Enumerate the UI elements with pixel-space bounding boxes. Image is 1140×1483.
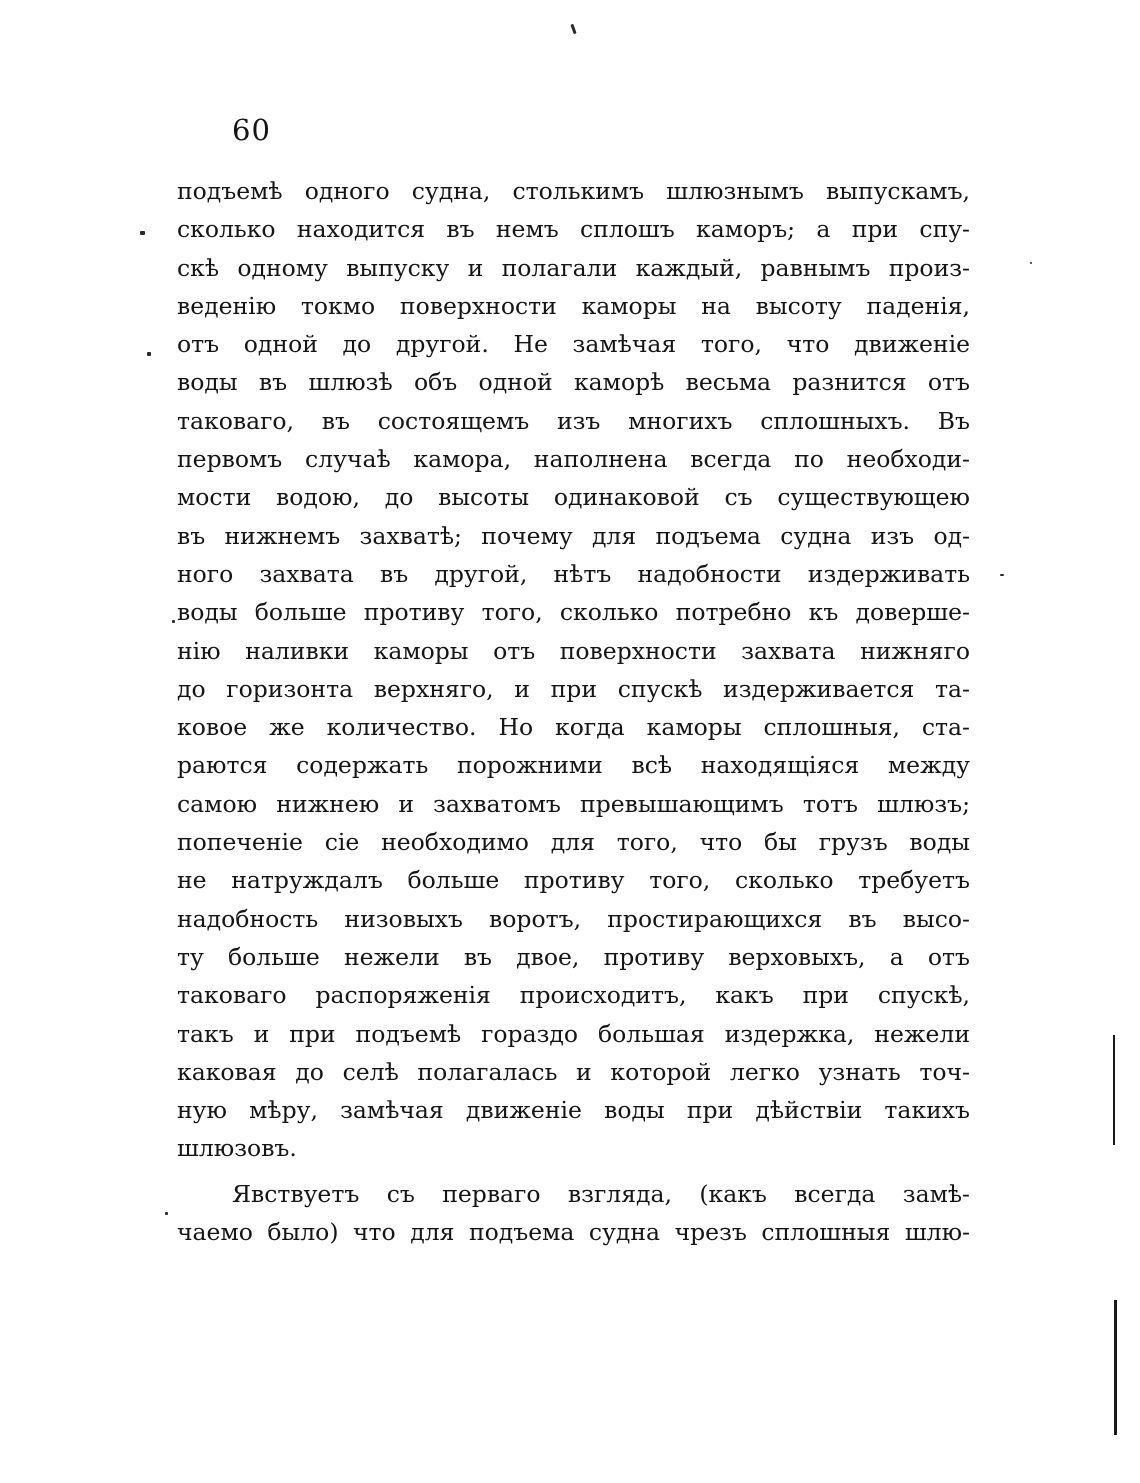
text-line: воды въ шлюзѣ объ одной каморѣ весьма разнится отъ bbox=[177, 368, 970, 397]
text-line: такъ и при подъемѣ гораздо большая издержка, нежели bbox=[177, 1019, 970, 1048]
text-line: отъ одной до другой. Не замѣчая того, что движеніе bbox=[177, 330, 970, 359]
text-line: не натруждалъ больше противу того, сколько требуетъ bbox=[177, 866, 970, 895]
text-line: веденію токмо поверхности каморы на высоту паденія, bbox=[177, 291, 970, 320]
text-line: таковаго распоряженія происходитъ, какъ при спускѣ, bbox=[177, 981, 970, 1010]
text-line: попеченіе сіе необходимо для того, что бы грузъ воды bbox=[177, 828, 970, 857]
page-number: 60 bbox=[232, 113, 271, 147]
text-line: первомъ случаѣ камора, наполнена всегда по необходи- bbox=[177, 445, 970, 474]
text-line: Явствуетъ съ перваго взгляда, (какъ всегда замѣ- bbox=[232, 1179, 970, 1208]
text-line: каковая до селѣ полагалась и которой легко узнать точ- bbox=[177, 1057, 970, 1086]
scan-speck bbox=[570, 24, 576, 34]
paragraph-2 bbox=[177, 1175, 970, 1252]
scan-speck bbox=[147, 352, 151, 356]
text-line: подъемѣ одного судна, столькимъ шлюзнымъ выпускамъ, bbox=[177, 177, 970, 205]
text-line: ного захвата въ другой, нѣтъ надобности издерживать bbox=[177, 559, 970, 588]
text-line: надобность низовыхъ воротъ, простирающихся въ высо- bbox=[177, 904, 970, 933]
scan-speck bbox=[140, 231, 145, 235]
text-line: раются содержать порожними всѣ находящіяся между bbox=[177, 751, 970, 780]
text-line: въ нижнемъ захватѣ; почему для подъема судна изъ од- bbox=[177, 521, 970, 550]
text-line: нію наливки каморы отъ поверхности захвата нижняго bbox=[177, 636, 970, 665]
text-line: самою нижнею и захватомъ превышающимъ тотъ шлюзъ; bbox=[177, 789, 970, 818]
scan-speck bbox=[172, 620, 175, 623]
text-line: скѣ одному выпуску и полагали каждый, равнымъ произ- bbox=[177, 253, 970, 282]
text-line: ную мѣру, замѣчая движеніе воды при дѣйствіи такихъ bbox=[177, 1096, 970, 1125]
scan-speck bbox=[1030, 262, 1032, 264]
text-line: чаемо было) что для подъема судна чрезъ сплошныя шлю- bbox=[177, 1218, 970, 1247]
text-line: до горизонта верхняго, и при спускѣ издерживается та- bbox=[177, 674, 970, 703]
paragraph-gap bbox=[177, 1168, 970, 1175]
paragraph-1 bbox=[177, 172, 970, 1168]
scan-edge-mark bbox=[1113, 1035, 1115, 1145]
body-text bbox=[177, 172, 970, 1251]
scan-speck bbox=[1000, 574, 1004, 576]
text-line: ту больше нежели въ двое, противу верховыхъ, а отъ bbox=[177, 942, 970, 971]
text-line: сколько находится въ немъ сплошъ каморъ; а при спу- bbox=[177, 215, 970, 244]
text-line: шлюзовъ. bbox=[177, 1134, 297, 1163]
scan-speck bbox=[165, 1212, 168, 1215]
text-line: мости водою, до высоты одинаковой съ существующею bbox=[177, 483, 970, 512]
text-line: воды больше противу того, сколько потребно къ доверше- bbox=[177, 598, 970, 627]
text-line: ковое же количество. Но когда каморы сплошныя, ста- bbox=[177, 713, 970, 742]
text-line: таковаго, въ состоящемъ изъ многихъ сплошныхъ. Въ bbox=[177, 406, 970, 435]
scan-edge-mark bbox=[1114, 1300, 1117, 1435]
